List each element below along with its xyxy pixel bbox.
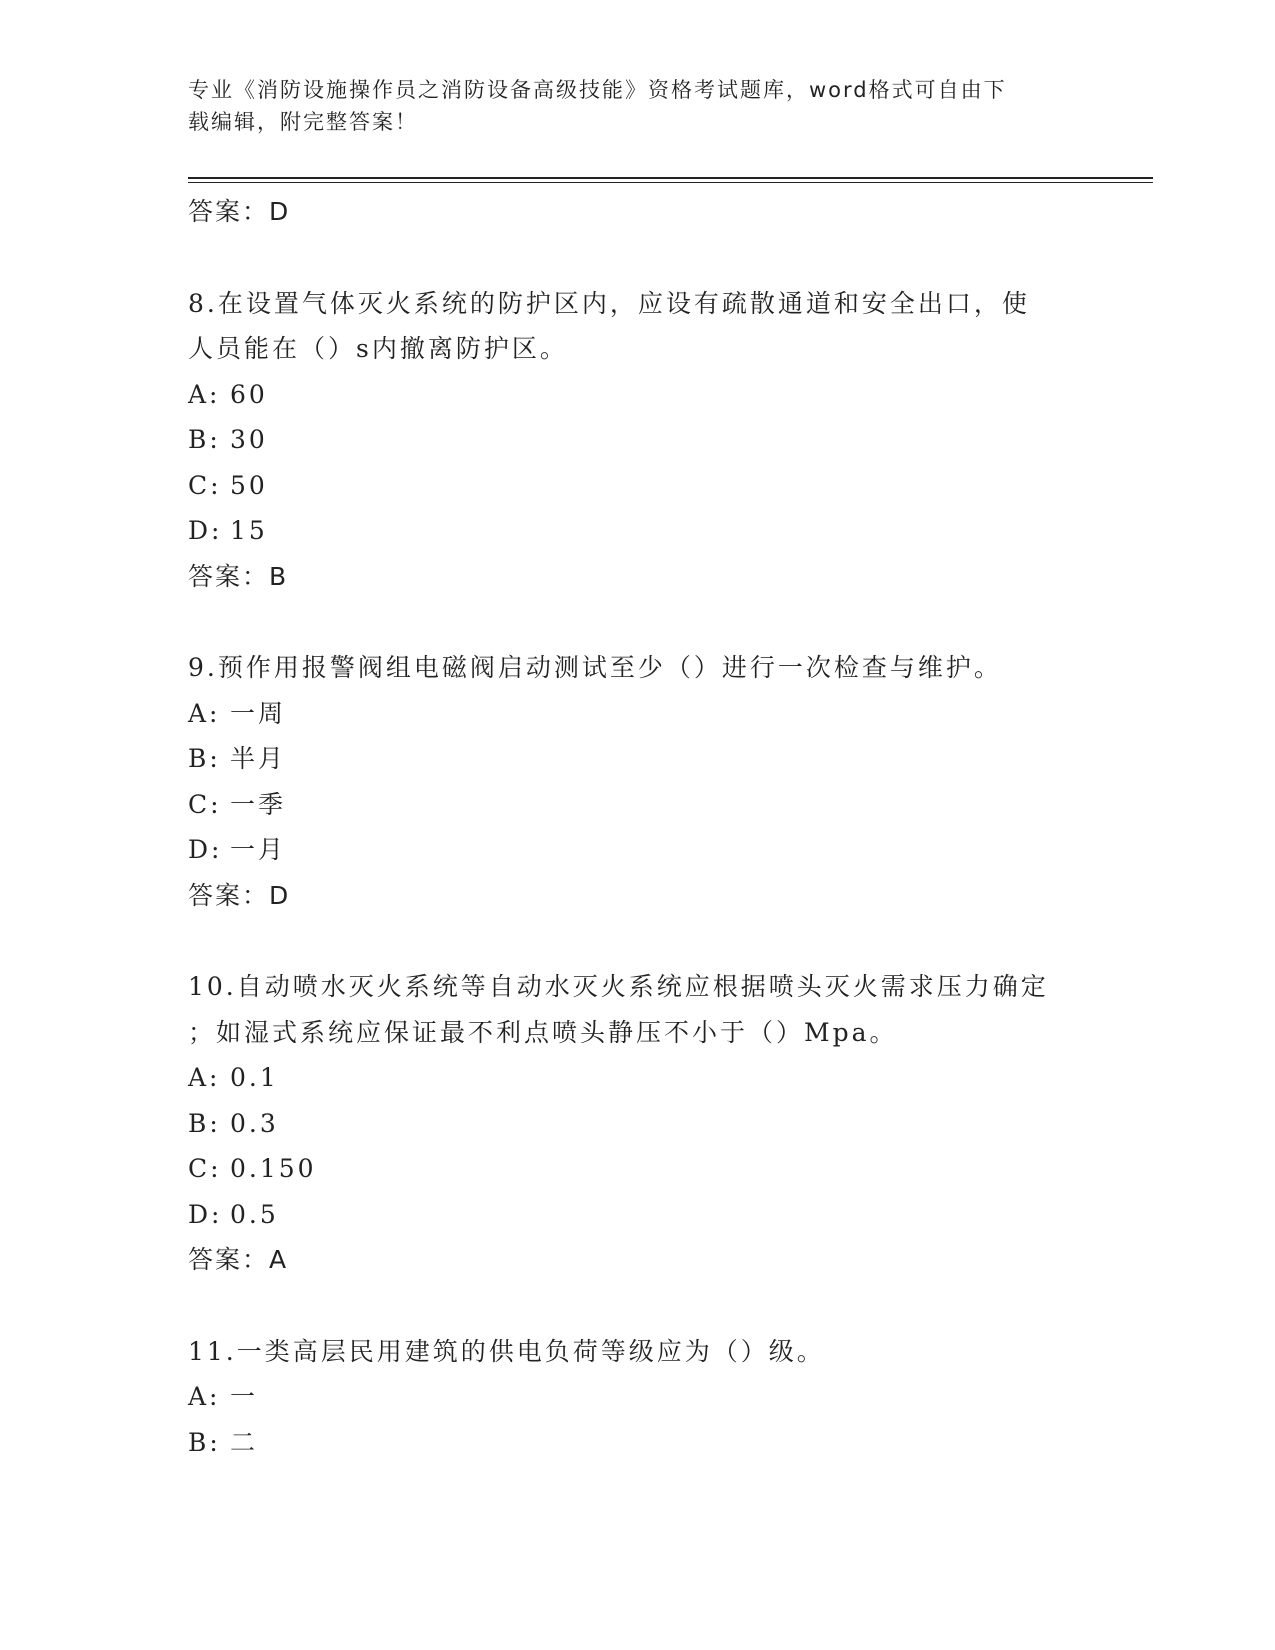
option-c bbox=[188, 463, 1088, 509]
option-b bbox=[188, 736, 1088, 782]
option-text: 一月 bbox=[230, 835, 287, 864]
option-text: 一 bbox=[230, 1382, 259, 1411]
option-key: C: bbox=[188, 1154, 222, 1183]
option-text: 一季 bbox=[230, 789, 287, 819]
option-text: 二 bbox=[230, 1427, 259, 1457]
spacer bbox=[188, 918, 1088, 964]
question-8 bbox=[188, 281, 1088, 600]
option-d bbox=[188, 508, 1088, 554]
option-key: B: bbox=[188, 1427, 221, 1457]
answer: 答案：D bbox=[188, 880, 291, 910]
question-stem: 10.自动喷水灭火系统等自动水灭火系统应根据喷头灭火需求压力确定 bbox=[188, 972, 1049, 1001]
header-line-2: 载编辑，附完整答案！ bbox=[188, 110, 418, 134]
question-stem: 8.在设置气体灭火系统的防护区内，应设有疏散通道和安全出口，使 bbox=[188, 288, 1030, 318]
option-key: C: bbox=[188, 789, 222, 819]
spacer bbox=[188, 1283, 1088, 1329]
option-key: B: bbox=[188, 425, 221, 454]
spacer bbox=[188, 235, 1088, 281]
question-10 bbox=[188, 964, 1088, 1283]
option-key: A: bbox=[188, 1063, 221, 1092]
option-text: 0.150 bbox=[230, 1154, 317, 1183]
option-d bbox=[188, 827, 1088, 873]
option-text: 0.1 bbox=[230, 1063, 279, 1092]
answer: 答案：A bbox=[188, 1245, 289, 1274]
option-key: B: bbox=[188, 1108, 221, 1138]
option-b bbox=[188, 1420, 1088, 1466]
option-c bbox=[188, 1146, 1088, 1192]
option-a bbox=[188, 1374, 1088, 1420]
question-stem: 9.预作用报警阀组电磁阀启动测试至少（）进行一次检查与维护。 bbox=[188, 653, 1002, 682]
option-text: 60 bbox=[230, 379, 268, 409]
header-divider-thin bbox=[188, 182, 1153, 183]
option-b bbox=[188, 417, 1088, 463]
previous-answer: 答案：D bbox=[188, 197, 291, 226]
option-b bbox=[188, 1101, 1088, 1147]
option-key: C: bbox=[188, 470, 222, 500]
header-divider-thick bbox=[188, 177, 1153, 179]
question-stem-cont: ；如湿式系统应保证最不利点喷头静压不小于（）Mpa。 bbox=[188, 1017, 898, 1047]
document-header bbox=[188, 74, 1068, 138]
question-11 bbox=[188, 1329, 1088, 1466]
option-key: A: bbox=[188, 698, 221, 728]
option-key: D: bbox=[188, 835, 223, 864]
answer: 答案：B bbox=[188, 561, 289, 591]
option-a bbox=[188, 372, 1088, 418]
header-line-1: 专业《消防设施操作员之消防设备高级技能》资格考试题库，word格式可自由下 bbox=[188, 78, 1007, 102]
option-text: 50 bbox=[230, 470, 268, 500]
question-9 bbox=[188, 645, 1088, 918]
option-text: 0.3 bbox=[230, 1108, 279, 1138]
option-c bbox=[188, 782, 1088, 828]
option-key: A: bbox=[188, 1382, 221, 1411]
question-stem-cont: 人员能在（）s内撤离防护区。 bbox=[188, 334, 568, 363]
option-d bbox=[188, 1192, 1088, 1238]
option-key: A: bbox=[188, 379, 221, 409]
question-list bbox=[188, 189, 1088, 1465]
option-text: 0.5 bbox=[230, 1199, 279, 1229]
option-text: 30 bbox=[230, 425, 268, 454]
option-a bbox=[188, 1055, 1088, 1101]
option-key: D: bbox=[188, 1199, 223, 1229]
option-a bbox=[188, 691, 1088, 737]
question-stem: 11.一类高层民用建筑的供电负荷等级应为（）级。 bbox=[188, 1336, 825, 1366]
option-text: 一周 bbox=[230, 698, 287, 728]
spacer bbox=[188, 599, 1088, 645]
option-key: B: bbox=[188, 744, 221, 773]
option-text: 15 bbox=[230, 516, 268, 545]
option-key: D: bbox=[188, 516, 223, 545]
option-text: 半月 bbox=[230, 744, 287, 773]
